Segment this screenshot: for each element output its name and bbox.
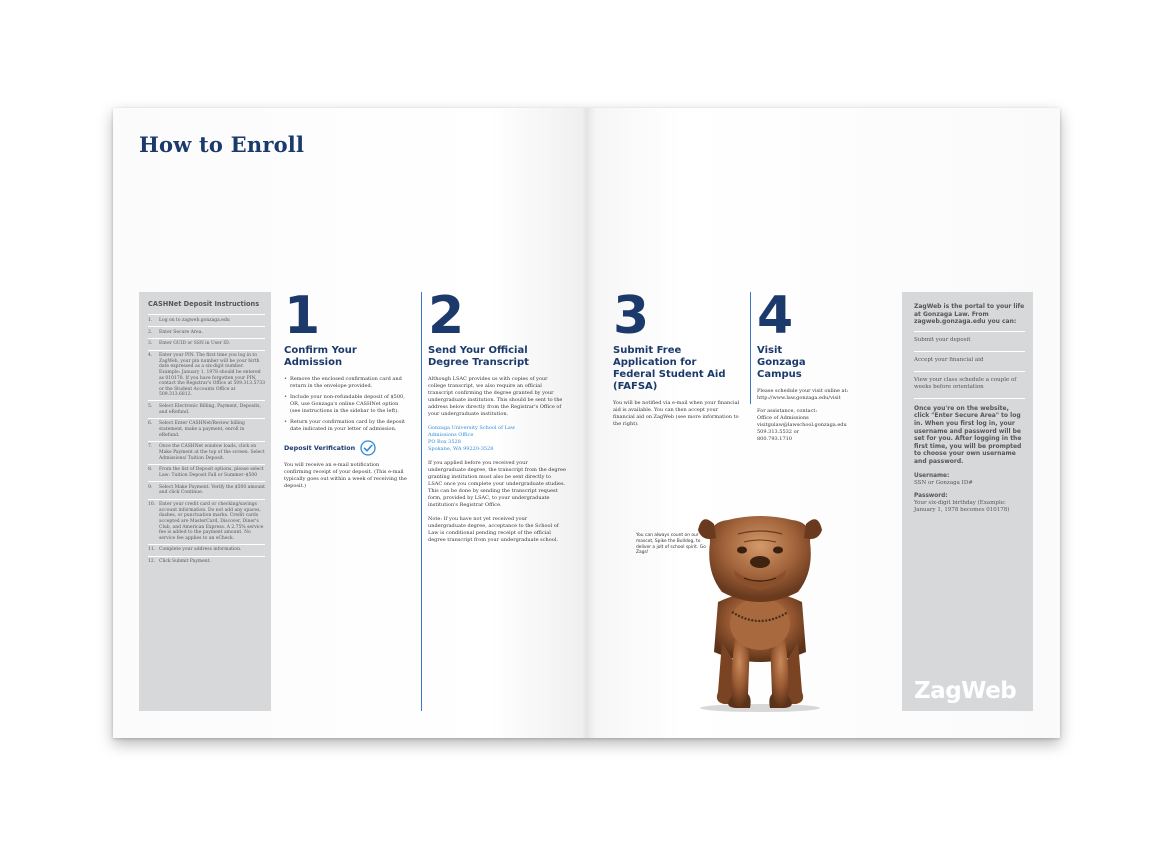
list-item: 3. Enter GUID or SSN in User ID.	[148, 338, 265, 350]
step-2-number: 2	[428, 286, 465, 346]
check-circle-icon	[360, 440, 376, 456]
column-divider	[421, 292, 422, 711]
assistance-contact: Office of Admissions visitgulaw@lawschool.gonzaga.edu 509.313.5532 or 800.793.1710	[757, 415, 847, 442]
zagweb-sidebar	[902, 292, 1033, 711]
cashnet-steps-list	[148, 314, 265, 567]
list-item: 1. Log on to zagweb.gonzaga.edu	[148, 314, 265, 326]
list-item: 5. Select Electronic Billing, Payment, Deposits, and eRefund.	[148, 400, 265, 417]
step-1-confirm-admission	[284, 286, 408, 490]
mailing-address: Gonzaga University School of Law Admissions Office PO Box 3528 Spokane, WA 99220-3528	[428, 425, 516, 452]
password-value: Your six-digit birthday (Example: January 1, 1978 becomes 010178)	[914, 500, 1010, 514]
step-2-paragraph-2: If you applied before you received your undergraduate degree, the transcript from the degree granting institution must also be sent directly to LSAC once you complete your undergraduate studies. This can be done by sending the transcript request form, provided by LSAC, to your undergraduate institution's Registrar Office.	[428, 460, 566, 508]
step-1-heading: Confirm Your Admission	[284, 345, 357, 368]
page-title: How to Enroll	[139, 132, 305, 157]
step-3-heading: Submit Free Application for Federal Student Aid (FAFSA)	[613, 345, 726, 392]
list-item: 6. Select Enter CASHNet/Review billing statement, make a payment, enroll in eRefund.	[148, 418, 265, 441]
deposit-verification-heading: Deposit Verification	[284, 440, 408, 456]
list-item: 12. Click Submit Payment.	[148, 556, 265, 568]
cashnet-sidebar	[139, 292, 271, 711]
list-item: 11. Complete your address information.	[148, 544, 265, 556]
step-2-paragraph-3: Note: If you have not yet received your undergraduate degree, acceptance to the School of Law is conditional pending receipt of the official degree transcript from your undergraduate school.	[428, 516, 559, 543]
list-item: • Remove the enclosed confirmation card and return in the envelope provided.	[284, 376, 408, 390]
step-3-text: You will be notified via e-mail when your financial aid is available. You can then accept your financial aid on ZagWeb (see more information to the right).	[613, 400, 740, 427]
list-item: Submit your deposit	[914, 331, 1025, 351]
zagweb-logo: ZagWeb	[914, 678, 1017, 704]
list-item: 2. Enter Secure Area.	[148, 326, 265, 338]
step-3-number: 3	[613, 286, 650, 346]
step-2-paragraph-1: Although LSAC provides us with copies of your college transcript, we also require an official transcript confirming the degree granted by your undergraduate institution. This should be sent to the address below directly from the Registrar's Office of your undergraduate institution.	[428, 376, 563, 417]
zagweb-intro: ZagWeb is the portal to your life at Gonzaga Law. From zagweb.gonzaga.edu you can:	[914, 303, 1025, 326]
step-4-text: Please schedule your visit online at: http://www.law.gonzaga.edu/visit	[757, 388, 849, 401]
username-value: SSN or Gonzaga ID#	[914, 479, 973, 486]
step-2-heading: Send Your Official Degree Transcript	[428, 345, 529, 368]
step-4-visit-campus	[757, 286, 872, 443]
list-item: 8. From the list of Deposit options, please select Law: Tuition Deposit Fall or Summer–$500	[148, 464, 265, 481]
list-item: 4. Enter your PIN. The first time you log in to ZagWeb, your pin number will be your birth date expressed as a six-digit number. Example: January 1, 1978 should be entered as 010178. If you have forgotten your PIN, contact the Registrar's Office at 509.313.5733 or the Student Accounts Office at 509.313.6812.	[148, 350, 265, 401]
list-item: View your class schedule a couple of weeks before orientation	[914, 371, 1025, 398]
list-item: • Include your non-refundable deposit of $500, OR, use Gonzaga's online CASHNet option (see instructions in the sidebar to the left).	[284, 394, 408, 415]
password-label: Password:	[914, 493, 948, 500]
list-item: Accept your financial aid	[914, 351, 1025, 371]
list-item: 10. Enter your credit card or checking/savings account information. Do not add any spaces, dashes, or punctuation marks. Credit cards accepted are MasterCard, Discover, Diner's Club, and American Express. A 2.75% service fee is added to the payment amount. No service fee applies to an eCheck.	[148, 499, 265, 544]
step-4-heading: Visit Gonzaga Campus	[757, 345, 806, 380]
step-4-number: 4	[757, 286, 794, 346]
step-3-submit-fafsa	[613, 286, 741, 428]
list-item: 9. Select Make Payment. Verify the $500 amount and click Continue.	[148, 481, 265, 498]
step-2-send-transcript	[428, 286, 566, 544]
bulldog-statue-image	[688, 512, 832, 712]
zagweb-login-text: Once you're on the website, click "Enter Secure Area" to log in. When you first log in, your username and password will be set for you. After logging in the first time, you will be prompted to choose your own username and password.	[914, 398, 1025, 466]
list-item: 7. Once the CASHNet window loads, click on Make Payment at the top of the screen. Select Admissions/ Tuition Deposit.	[148, 441, 265, 464]
step-1-number: 1	[284, 286, 321, 346]
step-1-bullets	[284, 376, 408, 433]
assistance-label: For assistance, contact:	[757, 408, 818, 414]
column-divider	[750, 292, 751, 404]
username-label: Username:	[914, 472, 950, 479]
deposit-verification-text: You will receive an e-mail notification confirming receipt of your deposit. (This e-mail typically goes out within a week of receiving the deposit.)	[284, 462, 407, 489]
mascot-caption: You can always count on our mascot, Spike the Bulldog, to deliver a jolt of school spirit. Go Zags!	[636, 533, 706, 556]
list-item: • Return your confirmation card by the deposit date indicated in your letter of admission.	[284, 419, 408, 433]
cashnet-sidebar-title: CASHNet Deposit Instructions	[148, 300, 260, 308]
